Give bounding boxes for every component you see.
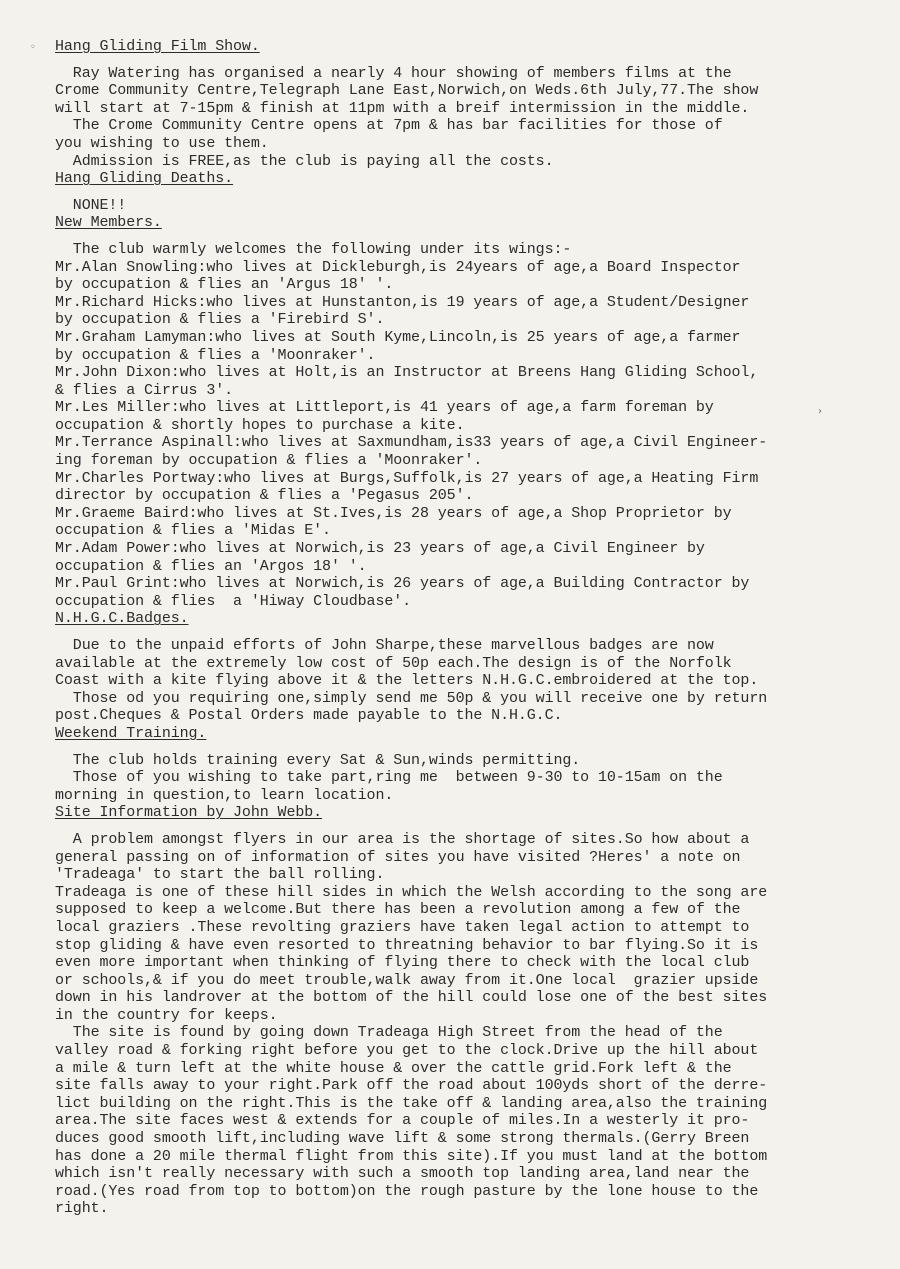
text-line: valley road & forking right before you get to the clock.Drive up the hill about: [55, 1042, 759, 1060]
text-line: available at the extremely low cost of 50p each.The design is of the Norfolk: [55, 654, 732, 672]
member-entry: director by occupation & flies a 'Pegasus 205'.: [55, 487, 474, 505]
member-entry: Mr.Graham Lamyman:who lives at South Kyme,Lincoln,is 25 years of age,a farmer: [55, 328, 741, 346]
text-line: Coast with a kite flying above it & the letters N.H.G.C.embroidered at the top.: [55, 672, 759, 690]
member-entry: occupation & flies a 'Midas E'.: [55, 522, 331, 540]
text-line: Admission is FREE,as the club is paying all the costs.: [55, 152, 554, 170]
member-entry: Mr.Terrance Aspinall:who lives at Saxmundham,is33 years of age,a Civil Engineer-: [55, 434, 768, 452]
text-line: The club warmly welcomes the following under its wings:-: [55, 240, 572, 258]
member-entry: ing foreman by occupation & flies a 'Moonraker'.: [55, 452, 483, 470]
text-line: right.: [55, 1200, 109, 1218]
text-line: Those od you requiring one,simply send me 50p & you will receive one by return: [55, 689, 768, 707]
text-line: Due to the unpaid efforts of John Sharpe,these marvellous badges are now: [55, 637, 714, 654]
member-entry: Mr.Graeme Baird:who lives at St.Ives,is 28 years of age,a Shop Proprietor by: [55, 504, 732, 522]
member-entry: occupation & shortly hopes to purchase a kite.: [55, 416, 465, 434]
text-line: supposed to keep a welcome.But there has been a revolution among a few of the: [55, 901, 741, 919]
member-entry: Mr.Adam Power:who lives at Norwich,is 23 years of age,a Civil Engineer by: [55, 540, 705, 558]
section-film-show: [55, 38, 855, 170]
text-line: NONE!!: [55, 196, 127, 214]
section-site-information: [55, 804, 855, 1218]
text-line: The club holds training every Sat & Sun,winds permitting.: [55, 751, 581, 769]
margin-mark-icon: ›: [818, 406, 822, 417]
member-entry: Mr.Les Miller:who lives at Littleport,is 41 years of age,a farm foreman by: [55, 399, 714, 417]
text-line: The site is found by going down Tradeaga High Street from the head of the: [55, 1024, 723, 1042]
member-entry: occupation & flies a 'Hiway Cloudbase'.: [55, 592, 412, 610]
text-line: Ray Watering has organised a nearly 4 hour showing of members films at the: [55, 64, 732, 82]
section-badges: [55, 610, 855, 725]
text-line: stop gliding & have even resorted to threatning behavior to bar flying.So it is: [55, 936, 759, 954]
text-line: even more important when thinking of flying there to check with the local club: [55, 954, 750, 972]
section-heading: Weekend Training.: [55, 724, 207, 742]
section-heading: Hang Gliding Film Show.: [55, 38, 260, 55]
text-line: area.The site faces west & extends for a couple of miles.In a westerly it pro-: [55, 1112, 750, 1130]
text-line: Those of you wishing to take part,ring me between 9-30 to 10-15am on the: [55, 769, 723, 787]
text-line: road.(Yes road from top to bottom)on the rough pasture by the lone house to the: [55, 1182, 759, 1200]
document-body: [55, 38, 855, 1218]
text-line: 'Tradeaga' to start the ball rolling.: [55, 866, 385, 884]
section-heading: N.H.G.C.Badges.: [55, 610, 189, 628]
text-line: will start at 7-15pm & finish at 11pm with a breif intermission in the middle.: [55, 99, 750, 117]
margin-mark-icon: ◦: [30, 42, 36, 53]
text-line: or schools,& if you do meet trouble,walk away from it.One local grazier upside: [55, 971, 759, 989]
text-line: you wishing to use them.: [55, 134, 269, 152]
section-deaths: [55, 170, 855, 214]
text-line: has done a 20 mile thermal flight from this site).If you must land at the bottom: [55, 1147, 768, 1165]
text-line: morning in question,to learn location.: [55, 786, 394, 804]
member-entry: occupation & flies an 'Argos 18' '.: [55, 557, 367, 575]
member-entry: Mr.Alan Snowling:who lives at Dickleburgh,is 24years of age,a Board Inspector: [55, 258, 741, 276]
text-line: post.Cheques & Postal Orders made payable to the N.H.G.C.: [55, 707, 563, 725]
text-line: in the country for keeps.: [55, 1006, 278, 1024]
member-entry: Mr.Charles Portway:who lives at Burgs,Suffolk,is 27 years of age,a Heating Firm: [55, 469, 759, 487]
member-entry: by occupation & flies a 'Firebird S'.: [55, 311, 385, 329]
text-line: down in his landrover at the bottom of the hill could lose one of the best sites: [55, 989, 768, 1007]
member-entry: Mr.John Dixon:who lives at Holt,is an Instructor at Breens Hang Gliding School,: [55, 364, 759, 382]
text-line: Crome Community Centre,Telegraph Lane East,Norwich,on Weds.6th July,77.The show: [55, 82, 759, 100]
text-line: site falls away to your right.Park off the road about 100yds short of the derre-: [55, 1077, 768, 1095]
member-entry: & flies a Cirrus 3'.: [55, 381, 234, 399]
section-heading: Site Information by John Webb.: [55, 804, 323, 822]
text-line: lict building on the right.This is the take off & landing area,also the training: [55, 1094, 768, 1112]
member-entry: by occupation & flies an 'Argus 18' '.: [55, 276, 394, 294]
text-line: Tradeaga is one of these hill sides in which the Welsh according to the song are: [55, 883, 768, 901]
member-entry: by occupation & flies a 'Moonraker'.: [55, 346, 376, 364]
text-line: which isn't really necessary with such a smooth top landing area,land near the: [55, 1165, 750, 1183]
text-line: a mile & turn left at the white house & over the cattle grid.Fork left & the: [55, 1059, 732, 1077]
text-line: duces good smooth lift,including wave lift & some strong thermals.(Gerry Breen: [55, 1130, 750, 1148]
section-new-members: [55, 214, 855, 610]
text-line: general passing on of information of sites you have visited ?Heres' a note on: [55, 848, 741, 866]
section-heading: New Members.: [55, 214, 162, 232]
section-weekend-training: [55, 725, 855, 804]
member-entry: Mr.Richard Hicks:who lives at Hunstanton,is 19 years of age,a Student/Designer: [55, 293, 750, 311]
text-line: A problem amongst flyers in our area is the shortage of sites.So how about a: [55, 830, 750, 848]
text-line: local graziers .These revolting graziers have taken legal action to attempt to: [55, 918, 750, 936]
text-line: The Crome Community Centre opens at 7pm & has bar facilities for those of: [55, 117, 723, 135]
section-heading: Hang Gliding Deaths.: [55, 170, 234, 188]
member-entry: Mr.Paul Grint:who lives at Norwich,is 26 years of age,a Building Contractor by: [55, 575, 750, 593]
